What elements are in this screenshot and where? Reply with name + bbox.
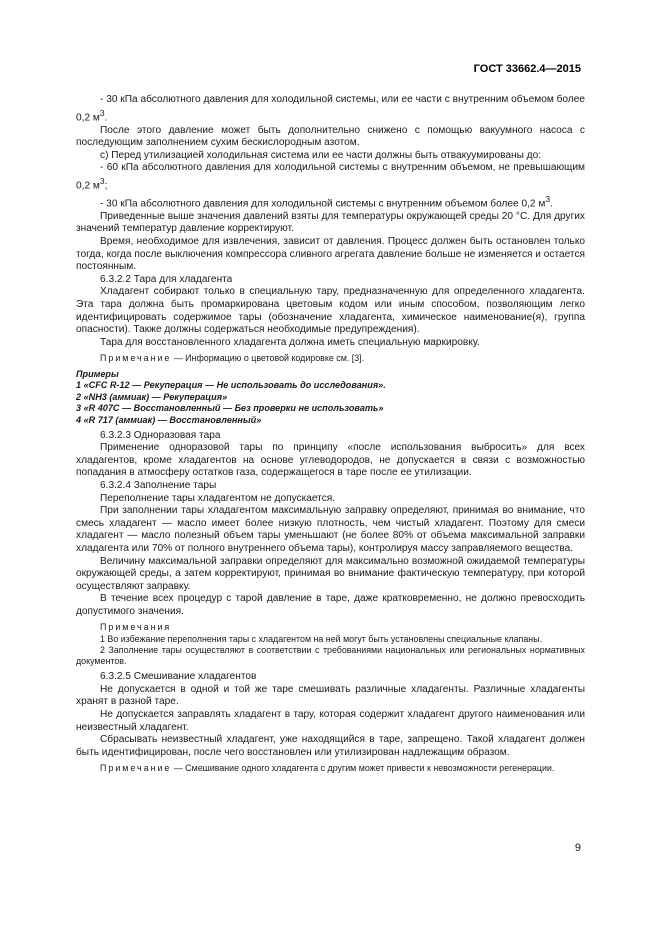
note-item: 1 Во избежание переполнения тары с хладагентом на ней могут быть установлены специальные клапаны. (100, 633, 543, 644)
paragraph: Хладагент собирают только в специальную тару, предназначенную для определенного хладагента. Эта тара должна быть промаркирована цветовым кодом или иным способом, позволяющим легко идентифицировать содержимое тары (обозначение хладагента, химическое наименование(я), группа опасности). Также должны содержаться необходимые предупреждения). (76, 286, 585, 336)
paragraph: Величину максимальной заправки определяют для максимально возможной ожидаемой температуры окружающей среды, а затем корректируют, принимая во внимание фактическую температуру, при которой осуществляют заправку. (76, 555, 585, 592)
paragraph: Тара для восстановленного хладагента должна иметь специальную маркировку. (100, 336, 480, 348)
note: Примечание — Информацию о цветовой кодировке см. [3]. (100, 353, 365, 364)
examples-title: Примеры (76, 368, 119, 379)
notes-block (76, 622, 585, 667)
paragraph: Не допускается заправлять хладагент в тару, которая содержит хладагент другого наименования или неизвестный хладагент. (76, 709, 585, 733)
notes-title: Примечания (100, 622, 172, 633)
section-heading: 6.3.2.3 Одноразовая тара (100, 429, 221, 441)
document-header: ГОСТ 33662.4—2015 (473, 63, 581, 75)
paragraph: Приведенные выше значения давлений взяты для температуры окружающей среды 20 °С. Для других значений температур давление корректируют. (76, 210, 585, 235)
paragraph: Переполнение тары хладагентом не допускается. (100, 492, 336, 504)
example-item: 1 «CFC R-12 — Рекуперация — Не использовать до исследования». (76, 380, 386, 391)
example-item: 3 «R 407C — Восстановленный — Без проверки не использовать» (76, 403, 384, 414)
example-item: 2 «NH3 (аммиак) — Рекуперация» (76, 391, 228, 402)
paragraph: с) Перед утилизацией холодильная система или ее части должны быть отвакуумированы до: (100, 149, 542, 161)
paragraph: - 30 кПа абсолютного давления для холодильной системы с внутренним объемом более 0,2 $м^3$. (100, 193, 553, 210)
note: Примечание — Смешивание одного хладагента с другим может привести к невозможности регенерации. (100, 763, 555, 774)
paragraph: Сбрасывать неизвестный хладагент, уже находящийся в таре, запрещено. Такой хладагент должен быть идентифицирован, после чего восстановлен или утилизирован надлежащим образом. (76, 734, 585, 758)
section-heading: 6.3.2.5 Смешивание хладагентов (100, 671, 257, 683)
paragraph: Не допускается в одной и той же таре смешивать различные хладагенты. Различные хладагенты хранят в разной таре. (76, 683, 585, 708)
paragraph: - 30 кПа абсолютного давления для холодильной системы, или ее части с внутренним объемом более 0,2 $м^3$. (76, 94, 585, 123)
paragraph: После этого давление может быть дополнительно снижено с помощью вакуумного насоса с последующим заполнением сухим бескислородным азотом. (76, 124, 585, 149)
section-heading: 6.3.2.2 Тара для хладагента (100, 273, 233, 285)
paragraph: Применение одноразовой тары по принципу «после использования выбросить» для всех хладагентов, кроме хладагентов на основе углеводородов, не допускается в связи с возможностью попадания в атмосферу остатков газа, содержащегося в таре после ее утилизации. (76, 442, 585, 479)
examples-block (76, 369, 585, 427)
example-item: 4 «R 717 (аммиак) — Восстановленный» (76, 414, 262, 425)
paragraph: - 60 кПа абсолютного давления для холодильной системы с внутренним объемом, не превышающим 0,2 $м^3$; (76, 162, 585, 192)
paragraph: При заполнении тары хладагентом максимальную заправку определяют, принимая во внимание, что смесь хладагент — масло имеет более низкую плотность, чем чистый хладагент. Поэтому для смеси хладагент — масло полезный объем тары уменьшают (не более 80% от объема максимальной заправки хладагента или 70% от полного внутреннего объема тары), контролируя массу заправляемого вещества. (76, 505, 585, 554)
page-number: 9 (574, 842, 581, 854)
note-item: 2 Заполнение тары осуществляют в соответствии с требованиями национальных или региональных нормативных документов. (76, 644, 585, 667)
paragraph: В течение всех процедур с тарой давление в таре, даже кратковременно, не должно превосходить допустимого значения. (76, 593, 585, 617)
paragraph: Время, необходимое для извлечения, зависит от давления. Процесс должен быть остановлен только тогда, когда после выключения компрессора сливного агрегата давление больше не изменяется и остается постоянным. (76, 236, 585, 273)
section-heading: 6.3.2.4 Заполнение тары (100, 479, 217, 491)
